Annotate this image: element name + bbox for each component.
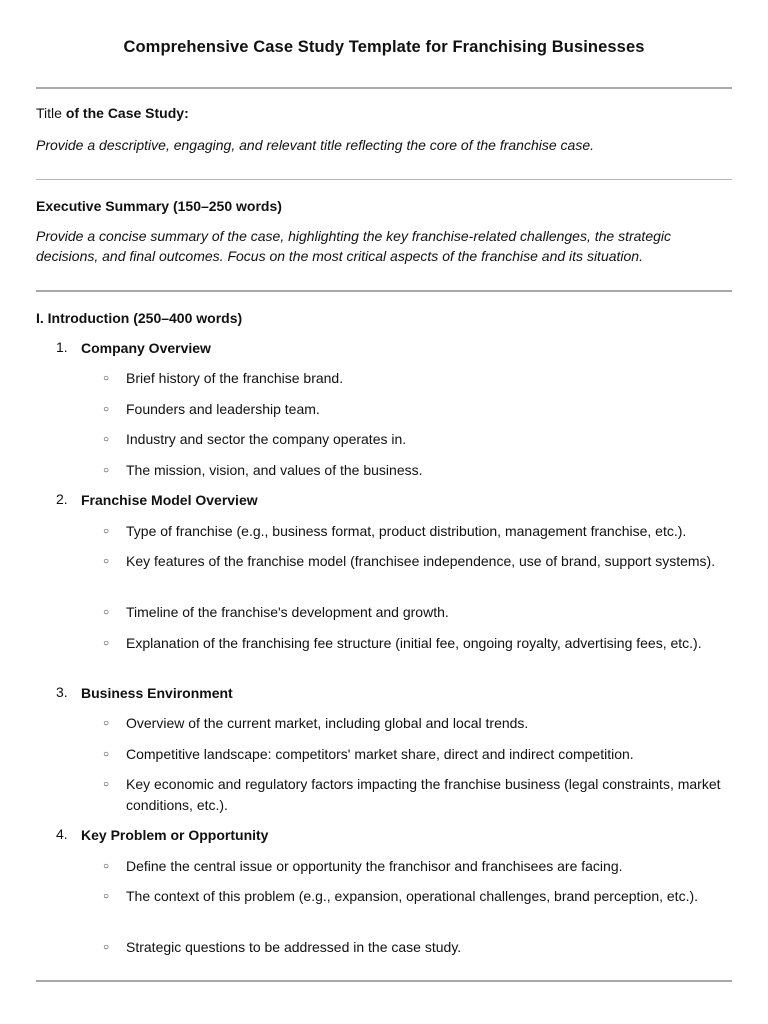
list-item: Key economic and regulatory factors impacting the franchise business (legal constraints, market conditions, etc.). (126, 776, 721, 813)
case-title-label: of the Case Study: (61, 105, 189, 121)
bullet-icon: ○ (103, 638, 110, 649)
section-company-overview: Company Overview (81, 340, 211, 356)
bullet-icon: ○ (103, 607, 110, 618)
case-title-heading (36, 105, 189, 121)
list-item: Timeline of the franchise's development and growth. (126, 604, 449, 620)
list-item: Competitive landscape: competitors' market share, direct and indirect competition. (126, 746, 634, 762)
bullet-icon: ○ (103, 526, 110, 537)
bullet-icon: ○ (103, 434, 110, 445)
section-key-problem-or-opportunity: Key Problem or Opportunity (81, 827, 269, 843)
list-item: Key features of the franchise model (franchisee independence, use of brand, support systems). (126, 553, 716, 569)
bullet-icon: ○ (103, 749, 110, 760)
list-item: Type of franchise (e.g., business format, product distribution, management franchise, etc.). (126, 523, 687, 539)
bullet-icon: ○ (103, 465, 110, 476)
bullet-icon: ○ (103, 404, 110, 415)
list-item: Founders and leadership team. (126, 401, 320, 417)
divider (36, 290, 732, 292)
bullet-icon: ○ (103, 718, 110, 729)
bullet-icon: ○ (103, 942, 110, 953)
list-item: The mission, vision, and values of the business. (126, 462, 423, 478)
executive-summary-description: Provide a concise summary of the case, highlighting the key franchise-related challenges, the strategic decisions, and final outcomes. Focus on the most critical aspects of the franchise and its situation. (36, 228, 672, 264)
divider (36, 179, 732, 180)
introduction-heading: I. Introduction (250–400 words) (36, 310, 243, 326)
document-title: Comprehensive Case Study Template for Franchising Businesses (123, 38, 645, 56)
list-item: Strategic questions to be addressed in the case study. (126, 939, 462, 955)
divider (36, 980, 732, 982)
list-number: 2. (56, 491, 68, 507)
list-item: Explanation of the franchising fee structure (initial fee, ongoing royalty, advertising fees, etc.). (126, 635, 702, 651)
list-item: The context of this problem (e.g., expansion, operational challenges, brand perception, etc.). (126, 888, 699, 904)
executive-summary-heading: Executive Summary (150–250 words) (36, 198, 282, 214)
bullet-icon: ○ (103, 779, 110, 790)
list-item: Brief history of the franchise brand. (126, 370, 344, 386)
case-title-description: Provide a descriptive, engaging, and relevant title reflecting the core of the franchise case. (36, 137, 594, 153)
divider (36, 87, 732, 89)
bullet-icon: ○ (103, 373, 110, 384)
section-franchise-model-overview: Franchise Model Overview (81, 492, 258, 508)
section-business-environment: Business Environment (81, 685, 233, 701)
bullet-icon: ○ (103, 891, 110, 902)
list-number: 4. (56, 826, 68, 842)
list-item: Overview of the current market, including global and local trends. (126, 715, 529, 731)
bullet-icon: ○ (103, 861, 110, 872)
list-item: Industry and sector the company operates in. (126, 431, 407, 447)
list-number: 1. (56, 339, 68, 355)
case-title-prefix: Title (36, 105, 62, 121)
list-number: 3. (56, 684, 68, 700)
bullet-icon: ○ (103, 556, 110, 567)
list-item: Define the central issue or opportunity the franchisor and franchisees are facing. (126, 858, 623, 874)
